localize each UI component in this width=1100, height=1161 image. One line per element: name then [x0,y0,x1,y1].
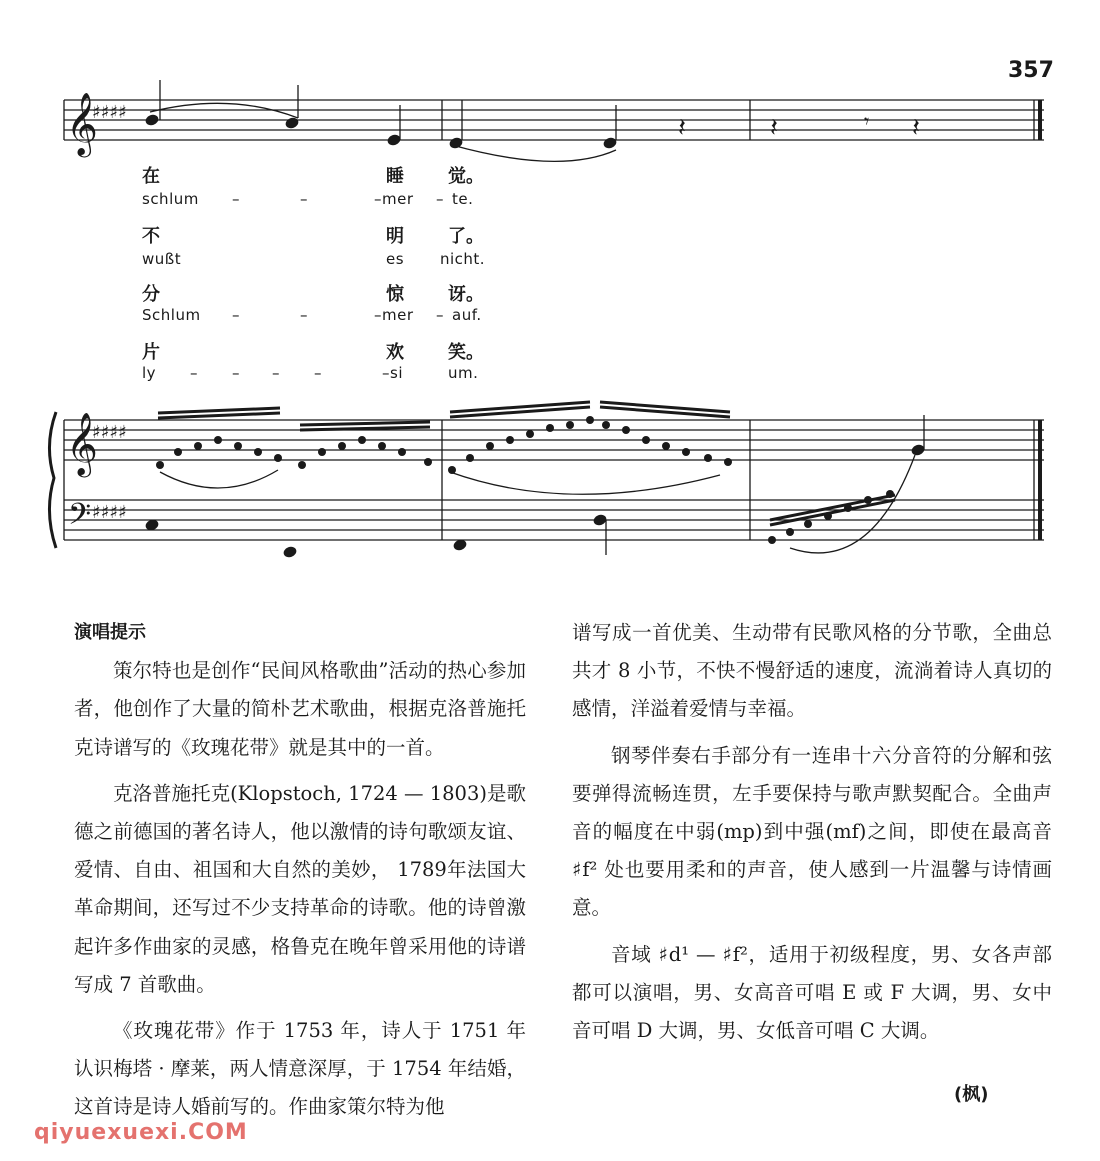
lyric-de: –si [382,364,403,382]
lyric-de: wußt [142,250,182,268]
lyric-cn: 分 [142,284,160,305]
lyric-de: – [436,190,444,208]
vocal-staff [64,100,1044,140]
lyric-de: auf. [452,306,482,324]
notes-right-column [572,614,1052,1050]
treble-clef-icon: 𝄞 [66,412,98,475]
svg-text:♯♯♯♯: ♯♯♯♯ [92,422,127,443]
watermark: qiyuexuexi.COM [34,1120,248,1145]
lyric-de: – [232,306,240,324]
lyric-cn: 欢 [386,342,404,363]
lyric-de: es [386,250,405,268]
lyric-de: – [232,190,240,208]
lyric-de: –mer [374,306,414,324]
piano-treble-staff [64,420,1044,460]
paragraph: 音域 ♯d¹ — ♯f²，适用于初级程度，男、女各声部都可以演唱，男、女高音可唱 E 或 F 大调，男、女中音可唱 D 大调，男、女低音可唱 C 大调。 [572,942,1052,1043]
lyric-de: – [190,364,198,382]
lyric-de: –mer [374,190,414,208]
lyric-de: – [300,190,308,208]
page-number: 357 [1008,58,1054,83]
svg-text:𝄽: 𝄽 [770,113,778,143]
lyric-de: te. [452,190,474,208]
lyric-cn: 觉。 [448,166,484,187]
lyric-de: – [232,364,240,382]
bass-clef-icon: 𝄢 [68,498,92,539]
lyric-de: ly [142,364,157,382]
paragraph: 克洛普施托克(Klopstoch, 1724 — 1803)是歌德之前德国的著名诗人，他以激情的诗句歌颂友谊、爱情、自由、祖国和大自然的美妙， 1789年法国大革命期间，还写过不少支持革命的诗歌。他的诗曾激起许多作曲家的灵感，格鲁克在晚年曾采用他的诗谱写成 7 首歌曲。 [74,781,526,996]
lyric-de: schlum [142,190,199,208]
lyric-de: – [300,306,308,324]
lyric-de: – [272,364,280,382]
paragraph: 谱写成一首优美、生动带有民歌风格的分节歌，全曲总共才 8 小节，不快不慢舒适的速度，流淌着诗人真切的感情，洋溢着爱情与幸福。 [572,621,1052,721]
paragraph: 策尔特也是创作“民间风格歌曲”活动的热心参加者，他创作了大量的简朴艺术歌曲，根据克洛普施托克诗谱写的《玫瑰花带》就是其中的一首。 [74,659,526,759]
lyric-cn: 惊 [386,284,404,305]
lyric-cn: 了。 [448,226,484,247]
treble-clef-icon: 𝄞 [66,92,98,155]
lyric-cn: 笑。 [448,342,484,363]
piano-bass-staff [64,500,1044,540]
lyric-cn: 明 [386,226,404,247]
svg-text:♯♯♯♯: ♯♯♯♯ [92,502,127,523]
paragraph: 《玫瑰花带》作于 1753 年，诗人于 1751 年认识梅塔 · 摩莱，两人情意深厚，于 1754 年结婚，这首诗是诗人婚前写的。作曲家策尔特为他 [74,1019,526,1119]
lyric-de: Schlum [142,306,201,324]
lyric-cn: 讶。 [448,284,484,305]
lyric-cn: 不 [142,226,160,247]
lyric-de: nicht. [440,250,486,268]
notes-left-column [74,614,526,1127]
section-heading: 演唱提示 [74,622,146,643]
lyric-de: – [314,364,322,382]
svg-text:𝄽: 𝄽 [912,113,920,143]
paragraph: 钢琴伴奏右手部分有一连串十六分音符的分解和弦要弹得流畅连贯，左手要保持与歌声默契配合。全曲声音的幅度在中弱(mp)到中强(mf)之间，即使在最高音 ♯f² 处也要用柔和的声音，使人感到一片温馨与诗情画意。 [572,743,1052,920]
svg-text:𝄽: 𝄽 [678,113,686,143]
svg-text:♯♯♯♯: ♯♯♯♯ [92,102,127,123]
lyric-de: – [436,306,444,324]
svg-text:𝄾: 𝄾 [864,109,870,133]
lyric-cn: 在 [142,166,160,187]
author-signature: (枫) [954,1084,989,1105]
lyric-cn: 片 [142,342,160,363]
lyric-de: um. [448,364,479,382]
lyric-cn: 睡 [386,166,404,187]
